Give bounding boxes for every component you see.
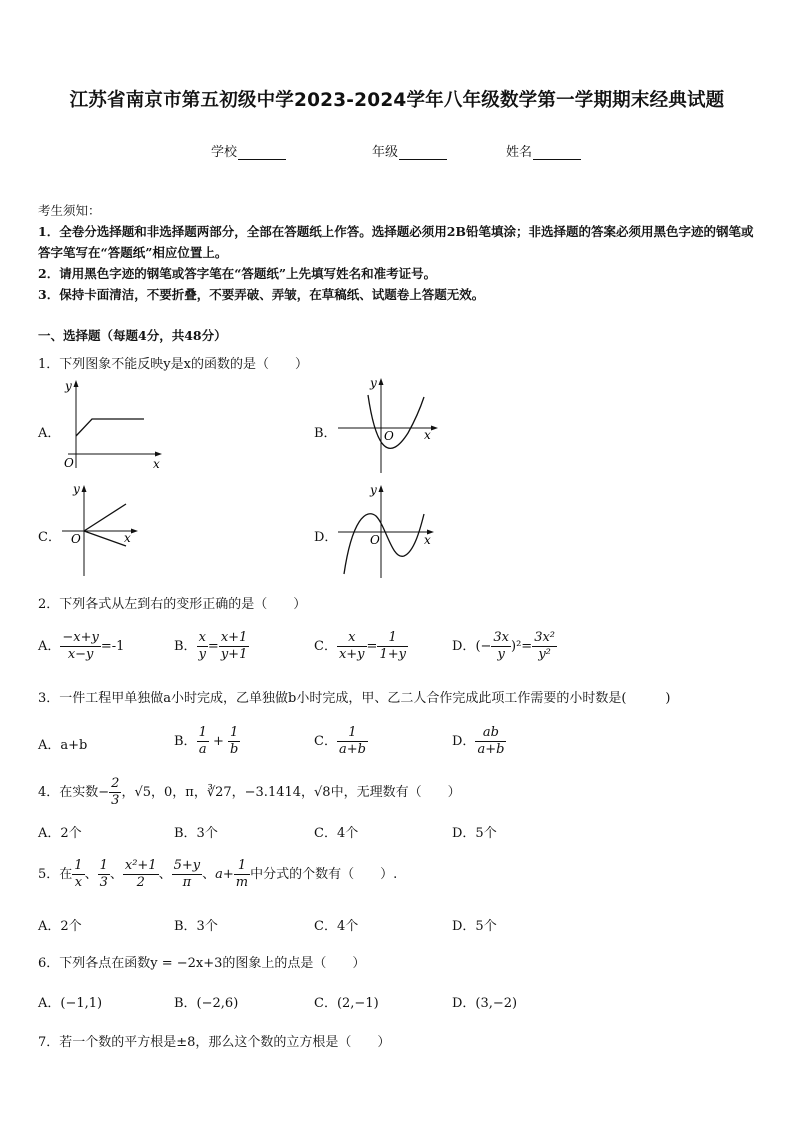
q1-graph-b <box>334 373 444 477</box>
notice-item-1: 1．全卷分选择题和非选择题两部分，全部在答题纸上作答。选择题必须用2B铅笔填涂；非选择题的答案必须用黑色字迹的钢笔或答字笔写在“答题纸”相应位置上。 <box>38 224 754 260</box>
q3-option-c: C． $\frac{1}{a+b}$ <box>314 725 366 757</box>
svg-text:y: y <box>73 482 80 496</box>
q3-option-b: B． $\frac{1}{a}$ + $\frac{1}{b}$ <box>174 725 239 757</box>
svg-text:O: O <box>71 532 81 546</box>
question-1-stem: 1．下列图象不能反映y是x的函数的是（ ） <box>38 357 308 372</box>
q2-option-a: A． $\frac{-x+y}{x-y}$ =-1 <box>38 630 125 662</box>
svg-text:x: x <box>424 533 431 547</box>
q4-option-b: B．3个 <box>174 826 218 841</box>
q1-option-b-label: B． <box>314 426 337 441</box>
q6-option-b: B．(−2,6) <box>174 996 239 1011</box>
question-3-stem: 3．一件工程甲单独做a小时完成，乙单独做b小时完成，甲、乙二人合作完成此项工作需要的小时数是( ) <box>38 691 671 706</box>
school-field: 学校 <box>211 141 286 160</box>
svg-text:O: O <box>64 456 74 470</box>
q3-option-a: A．a+b <box>38 738 88 753</box>
q1-graph-c <box>58 480 148 580</box>
notice-item-3: 3．保持卡面清洁，不要折叠，不要弄破、弄皱，在草稿纸、试题卷上答题无效。 <box>38 287 485 302</box>
q6-option-c: C．(2,−1) <box>314 996 379 1011</box>
svg-text:x: x <box>153 457 160 471</box>
q6-option-d: D．(3,−2) <box>452 996 518 1011</box>
q1-graph-d <box>334 480 444 582</box>
q5-option-c: C．4个 <box>314 919 359 934</box>
svg-text:O: O <box>384 429 394 443</box>
q4-option-a: A．2个 <box>38 826 82 841</box>
q5-option-d: D．5个 <box>452 919 497 934</box>
question-2-stem: 2．下列各式从左到右的变形正确的是（ ） <box>38 597 307 612</box>
question-6-stem: 6．下列各点在函数y = −2x+3的图象上的点是（ ） <box>38 956 366 971</box>
question-7-stem: 7．若一个数的平方根是±8，那么这个数的立方根是（ ） <box>38 1035 391 1050</box>
section-heading: 一、选择题（每题4分，共48分） <box>38 328 227 343</box>
q1-option-a-label: A． <box>38 426 61 441</box>
notice-item-2: 2．请用黑色字迹的钢笔或答字笔在“答题纸”上先填写姓名和准考证号。 <box>38 266 437 281</box>
grade-field: 年级 <box>372 141 447 160</box>
q2-option-c: C． $\frac{x}{x+y}$ = $\frac{1}{1+y}$ <box>314 630 406 662</box>
svg-text:x: x <box>124 531 131 545</box>
q2-option-b: B． $\frac{x}{y}$ = $\frac{x+1}{y+1}$ <box>174 630 248 662</box>
q6-option-a: A．(−1,1) <box>38 996 103 1011</box>
q4-option-d: D．5个 <box>452 826 497 841</box>
question-5-stem: 5．在 $\frac{1}{x}$ 、 $\frac{1}{3}$ 、 $\frac{\text{x²+1}}{2}$ 、 $\frac{5+y}{\pi}$ 、a+ $\frac{1}{m}$ 中分式的个数有（ ）. <box>38 858 398 890</box>
q4-option-c: C．4个 <box>314 826 359 841</box>
q5-option-b: B．3个 <box>174 919 218 934</box>
svg-text:x: x <box>424 428 431 442</box>
question-4-stem: 4．在实数− $\frac{2}{3}$ ，√5，0，π，∛27，−3.1414，√8中，无理数有（ ） <box>38 776 461 808</box>
q5-option-a: A．2个 <box>38 919 82 934</box>
svg-text:y: y <box>65 379 72 393</box>
q1-graph-a <box>58 376 168 474</box>
svg-text:y: y <box>370 483 377 497</box>
q3-option-d: D． $\frac{ab}{a+b}$ <box>452 725 505 757</box>
svg-text:y: y <box>370 376 377 390</box>
q2-option-d: D．(− $\frac{3x}{y}$ )²= $\frac{\text{3x²}}{\text{y²}}$ <box>452 630 556 662</box>
name-field: 姓名 <box>506 141 581 160</box>
notice-heading: 考生须知： <box>38 203 101 218</box>
svg-text:O: O <box>370 533 380 547</box>
q1-option-d-label: D． <box>314 530 338 545</box>
exam-title: 江苏省南京市第五初级中学2023-2024学年八年级数学第一学期期末经典试题 <box>69 90 725 111</box>
q1-option-c-label: C． <box>38 530 61 545</box>
